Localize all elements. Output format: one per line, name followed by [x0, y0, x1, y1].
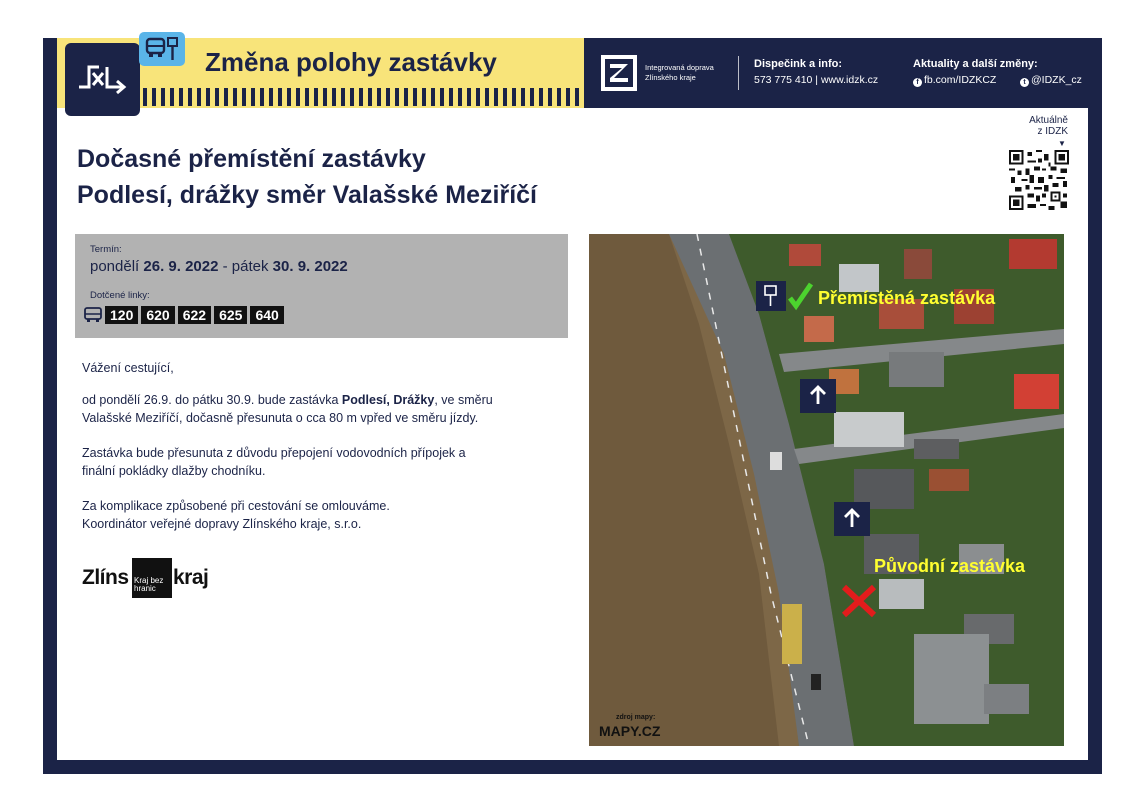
facebook-link[interactable] — [913, 74, 996, 87]
idzk-logo-icon — [601, 55, 637, 91]
operator-name — [645, 63, 725, 83]
term-prefix: pondělí — [90, 258, 144, 275]
line-badges — [105, 306, 284, 324]
logo-left-word: Zlíns — [82, 566, 129, 589]
page-title — [77, 141, 537, 213]
news-heading: Aktuality a další změny: — [913, 58, 1038, 70]
term-mid: - pátek — [218, 258, 273, 275]
operator-name-line1: Integrovaná doprava — [645, 63, 714, 72]
lines-label: Dotčené linky: — [90, 290, 150, 301]
logo-tagline-line2: hranic — [134, 584, 156, 593]
operator-name-line2: Zlínského kraje — [645, 73, 696, 82]
term-date-to: 30. 9. 2022 — [272, 258, 348, 275]
paragraph-1-line2: Valašské Meziříčí, dočasně přesunuta o cca 80 m vpřed ve směru jízdy. — [82, 411, 479, 425]
line-badge: 622 — [178, 306, 211, 324]
facebook-icon: f — [913, 78, 922, 87]
twitter-link[interactable] — [1020, 74, 1082, 87]
old-stop-label: Původní zastávka — [874, 556, 1026, 576]
qr-caption-line1: Aktuálně — [1029, 115, 1068, 126]
new-stop-icon — [756, 281, 786, 311]
header-divider — [738, 56, 739, 90]
p1-end: , ve směru — [434, 393, 493, 407]
paragraph-2-line2: finální pokládky dlažby chodníku. — [82, 464, 266, 478]
bus-stop-icon — [139, 32, 185, 66]
car — [770, 452, 782, 470]
twitter-icon: t — [1020, 78, 1029, 87]
paragraph-2-line1: Zastávka bude přesunuta z důvodu přepojení vodovodních přípojek a — [82, 446, 466, 460]
header-stripes — [143, 88, 583, 106]
logo-tagline — [134, 577, 174, 593]
p1-start: od pondělí 26.9. do pátku 30.9. bude zastávka — [82, 393, 342, 407]
line-badge: 120 — [105, 306, 138, 324]
aerial-map[interactable] — [589, 234, 1064, 746]
arrow-up-icon — [834, 502, 870, 536]
p1-bold: Podlesí, Drážky — [341, 393, 435, 407]
page-title-line2: Podlesí, drážky směr Valašské Meziříčí — [77, 181, 537, 209]
map-source-label: zdroj mapy: — [616, 714, 656, 721]
paragraph-3 — [82, 497, 390, 533]
new-stop-label: Přemístěná zastávka — [818, 288, 996, 308]
term-label: Termín: — [90, 244, 122, 255]
paragraph-2 — [82, 444, 466, 480]
facebook-text: fb.com/IDZKCZ — [924, 74, 997, 86]
term-value — [90, 258, 348, 275]
page-title-line1: Dočasné přemístění zastávky — [77, 145, 426, 173]
paragraph-1 — [82, 391, 493, 427]
paragraph-3-line2: Koordinátor veřejné dopravy Zlínského kraje, s.r.o. — [82, 517, 362, 531]
map-source-name: MAPY.CZ — [599, 723, 661, 739]
greeting: Vážení cestující, — [82, 361, 174, 375]
term-date-from: 26. 9. 2022 — [143, 258, 219, 275]
dispatch-heading: Dispečink a info: — [754, 58, 843, 70]
twitter-text: @IDZK_cz — [1031, 74, 1082, 86]
paragraph-1-line1 — [82, 391, 493, 409]
logo-tagline-line1: Kraj bez — [134, 576, 164, 585]
line-badge: 620 — [141, 306, 174, 324]
paragraph-3-line1: Za komplikace způsobené při cestování se omlouváme. — [82, 499, 390, 513]
dispatch-details: 573 775 410 | www.idzk.cz — [754, 74, 879, 86]
qr-caption-line2: z IDZK — [1037, 126, 1068, 137]
qr-code[interactable] — [1009, 150, 1069, 210]
bus-icon — [84, 306, 102, 324]
change-icon — [65, 43, 140, 116]
line-badge: 640 — [250, 306, 283, 324]
page-header-title: Změna polohy zastávky — [205, 47, 497, 77]
logo-right-word: kraj — [173, 566, 209, 589]
bus-bay — [782, 604, 802, 664]
car — [811, 674, 821, 690]
line-badge: 625 — [214, 306, 247, 324]
arrow-up-icon — [800, 379, 836, 413]
down-arrow-icon: ▼ — [1058, 139, 1066, 148]
qr-caption — [1010, 115, 1068, 137]
